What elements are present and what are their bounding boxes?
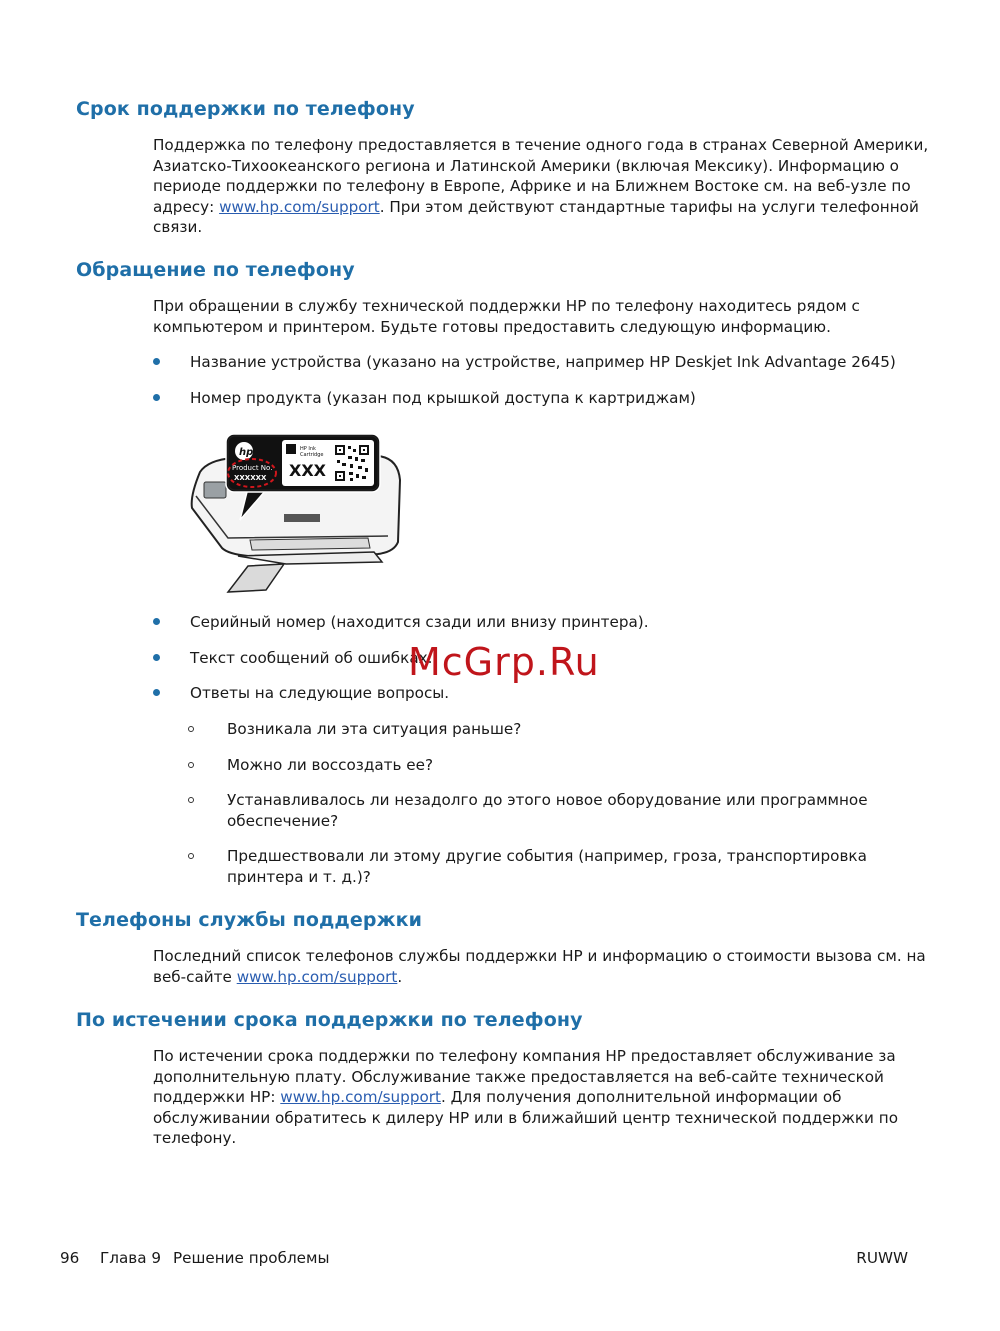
bullet-icon	[153, 618, 160, 625]
sub-list-item-text	[227, 846, 867, 887]
text-line	[153, 197, 919, 218]
sub-bullet-icon	[188, 853, 194, 859]
text-line: Последний список телефонов службы поддержки HP и информацию о стоимости вызова см. на	[153, 947, 926, 965]
printer-illustration	[188, 430, 408, 598]
text-fragment: веб-сайте	[153, 967, 237, 986]
heading-support-phones: Телефоны службы поддержки	[76, 909, 422, 931]
page-number: 96	[60, 1249, 80, 1267]
paragraph-phone-contact	[153, 296, 913, 337]
heading-support-term: Срок поддержки по телефону	[76, 98, 415, 120]
footer-chapter-title: Решение проблемы	[173, 1249, 330, 1267]
bullet-icon	[153, 358, 160, 365]
text-fragment: адресу:	[153, 197, 220, 216]
bullet-icon	[153, 394, 160, 401]
bullet-icon	[153, 689, 160, 696]
sub-bullet-icon	[188, 797, 194, 803]
text-fragment: . При этом действуют стандартные тарифы на услуги телефонной	[379, 197, 919, 216]
text-line: При обращении в службу технической поддержки HP по телефону находитесь рядом с	[153, 297, 860, 315]
heading-after-term: По истечении срока поддержки по телефону	[76, 1009, 583, 1031]
text-line: Предшествовали ли этому другие события (например, гроза, транспортировка	[227, 847, 867, 865]
sub-list-item-text	[227, 790, 868, 831]
cartridge-label-2: Cartridge	[300, 452, 324, 458]
product-no-value: XXXXXX	[234, 474, 267, 482]
text-line: Азиатско-Тихоокеанского региона и Латинской Америки (включая Мексику). Информацию о	[153, 156, 899, 175]
watermark: McGrp.Ru	[408, 640, 600, 684]
bullet-icon	[153, 654, 160, 661]
text-line: Поддержка по телефону предоставляется в течение одного года в странах Северной Америки,	[153, 136, 929, 154]
printer-drawing	[188, 430, 408, 598]
text-line: связи.	[153, 218, 203, 237]
text-line: телефону.	[153, 1129, 237, 1148]
text-line	[153, 1087, 913, 1108]
footer-chapter: Глава 9	[100, 1249, 162, 1267]
product-no-label: Product No.	[232, 464, 273, 472]
text-line: дополнительную плату. Обслуживание также предоставляется на веб-сайте технической	[153, 1067, 884, 1086]
paragraph-support-phones	[153, 946, 926, 987]
text-line: периоде поддержки по телефону в Европе, Африке и на Ближнем Востоке см. на веб-узле по	[153, 177, 911, 196]
text-line	[153, 967, 913, 988]
text-line: обеспечение?	[227, 811, 339, 830]
text-fragment: поддержки HP:	[153, 1088, 281, 1107]
footer-locale-code: RUWW	[856, 1249, 908, 1267]
text-line: обслуживании обратитесь к дилеру HP или в ближайший центр технической поддержки по	[153, 1108, 898, 1127]
sub-bullet-icon	[188, 726, 194, 732]
text-line: По истечении срока поддержки по телефону компания HP предоставляет обслуживание за	[153, 1047, 896, 1065]
hp-support-link[interactable]: www.hp.com/support	[219, 197, 380, 216]
hp-logo-text: hp	[239, 447, 254, 458]
list-item-text: Название устройства (указано на устройстве, например HP Deskjet Ink Advantage 2645)	[190, 353, 896, 371]
cartridge-label-1: HP Ink	[300, 446, 316, 452]
text-line: компьютером и принтером. Будьте готовы предоставить следующую информацию.	[153, 317, 831, 336]
list-item-text: Ответы на следующие вопросы.	[190, 684, 450, 702]
qr-code-icon	[334, 444, 370, 482]
paragraph-after-term	[153, 1046, 913, 1149]
text-fragment: .	[397, 967, 403, 986]
cartridge-value: XXX	[289, 461, 327, 480]
list-item-text: Текст сообщений об ошибках.	[190, 649, 433, 667]
text-line: принтера и т. д.)?	[227, 867, 371, 886]
heading-phone-contact: Обращение по телефону	[76, 259, 355, 281]
text-line: Устанавливалось ли незадолго до этого новое оборудование или программное	[227, 791, 868, 809]
sub-list-item-text: Возникала ли эта ситуация раньше?	[227, 720, 522, 738]
text-fragment: . Для получения дополнительной информации об	[440, 1088, 842, 1107]
list-item-text: Серийный номер (находится сзади или внизу принтера).	[190, 613, 649, 631]
hp-support-link[interactable]: www.hp.com/support	[280, 1088, 441, 1107]
list-item-text: Номер продукта (указан под крышкой доступа к картриджам)	[190, 389, 696, 407]
hp-support-link[interactable]: www.hp.com/support	[236, 967, 398, 986]
sub-bullet-icon	[188, 762, 194, 768]
sub-list-item-text: Можно ли воссоздать ее?	[227, 756, 434, 774]
paragraph-support-term	[153, 135, 929, 238]
